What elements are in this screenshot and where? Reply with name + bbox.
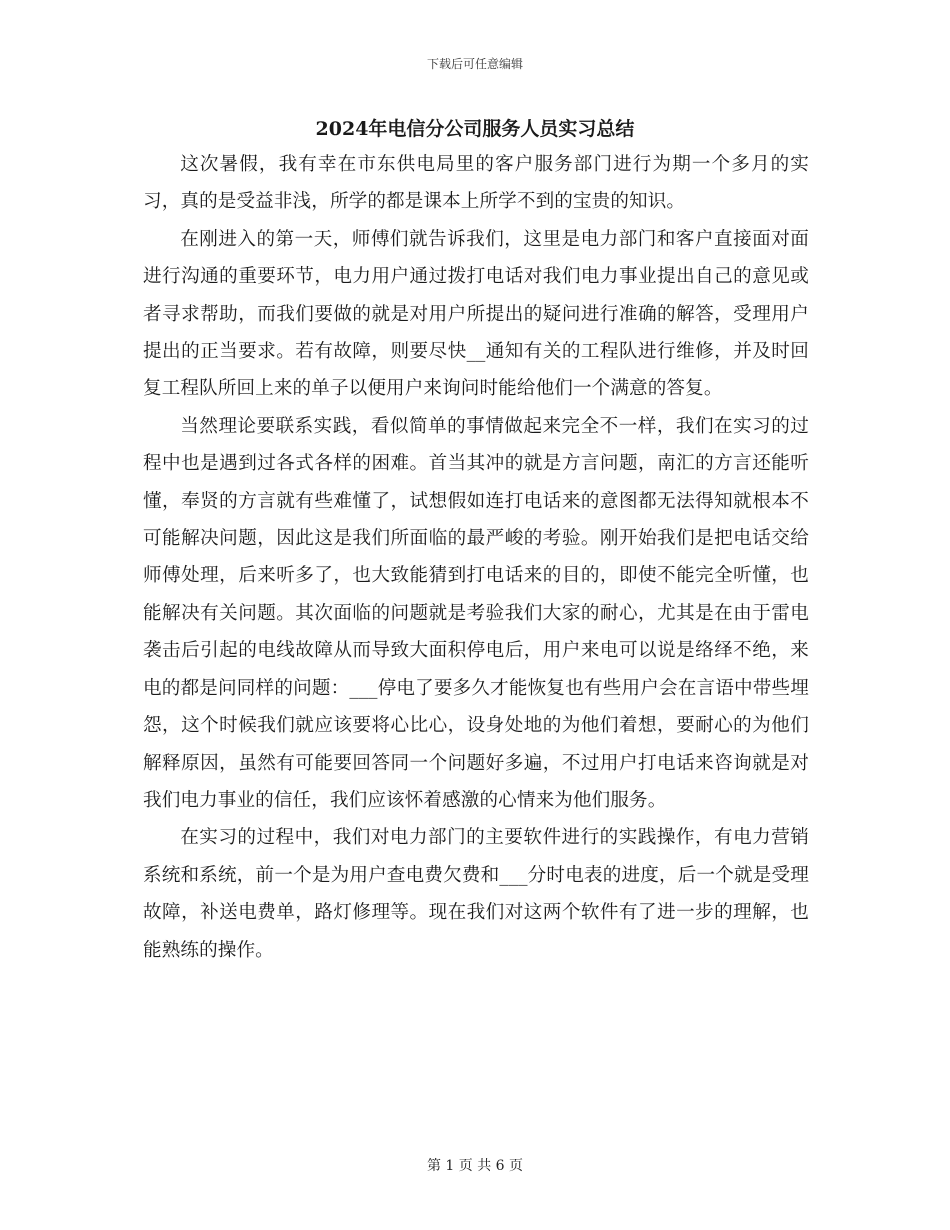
page-number: 第 1 页 共 6 页 xyxy=(426,1158,524,1174)
document-body xyxy=(143,146,809,969)
page-title: 2024年电信分公司服务人员实习总结 xyxy=(315,118,635,140)
paragraph: 在刚进入的第一天，师傅们就告诉我们，这里是电力部门和客户直接面对面进行沟通的重要环节，电力用户通过拨打电话对我们电力事业提出自己的意见或者寻求帮助，而我们要做的就是对用户所提出的疑问进行准确的解答，受理用户提出的正当要求。若有故障，则要尽快__通知有关的工程队进行维修，并及时回复工程队所回上来的单子以便用户来询问时能给他们一个满意的答复。 xyxy=(143,228,809,400)
paragraph: 这次暑假，我有幸在市东供电局里的客户服务部门进行为期一个多月的实习，真的是受益非浅，所学的都是课本上所学不到的宝贵的知识。 xyxy=(143,154,809,213)
page-header-note: 下载后可任意编辑 xyxy=(426,57,523,71)
paragraph: 在实习的过程中，我们对电力部门的主要软件进行的实践操作，有电力营销系统和系统，前一个是为用户查电费欠费和___分时电表的进度，后一个就是受理故障，补送电费单，路灯修理等。现在我们对这两个软件有了进一步的理解，也能熟练的操作。 xyxy=(143,827,809,961)
paragraph: 当然理论要联系实践，看似简单的事情做起来完全不一样，我们在实习的过程中也是遇到过各式各样的困难。首当其冲的就是方言问题，南汇的方言还能听懂，奉贤的方言就有些难懂了，试想假如连打电话来的意图都无法得知就根本不可能解决问题，因此这是我们所面临的最严峻的考验。刚开始我们是把电话交给师傅处理，后来听多了，也大致能猜到打电话来的目的，即使不能完全听懂，也能解决有关问题。其次面临的问题就是考验我们大家的耐心，尤其是在由于雷电袭击后引起的电线故障从而导致大面积停电后，用户来电可以说是络绎不绝，来电的都是问同样的问题：___停电了要多久才能恢复也有些用户会在言语中带些埋怨，这个时候我们就应该要将心比心，设身处地的为他们着想，要耐心的为他们解释原因，虽然有可能要回答同一个问题好多遍，不过用户打电话来咨询就是对我们电力事业的信任，我们应该怀着感激的心情来为他们服务。 xyxy=(143,415,809,811)
